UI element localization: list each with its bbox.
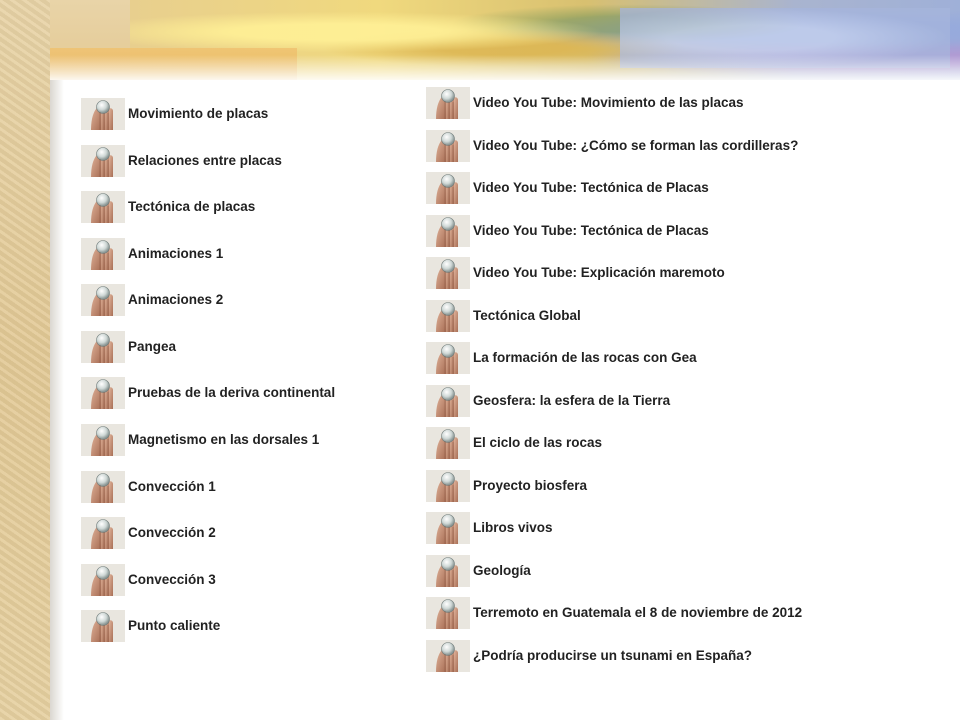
link-label: El ciclo de las rocas	[473, 435, 603, 450]
pearl-hand-icon	[426, 512, 470, 544]
link-label: La formación de las rocas con Gea	[473, 350, 697, 365]
header-banner	[0, 0, 960, 80]
pearl-hand-icon	[426, 385, 470, 417]
pearl-hand-icon	[81, 191, 125, 223]
pearl-hand-icon	[426, 427, 470, 459]
link-label: Convección 1	[128, 479, 216, 494]
pearl-hand-icon	[81, 377, 125, 409]
link-label: Video You Tube: Explicación maremoto	[473, 265, 725, 280]
banner-fade	[0, 55, 960, 83]
pearl-hand-icon	[426, 555, 470, 587]
link-label: Animaciones 1	[128, 246, 224, 261]
pearl-hand-icon	[81, 98, 125, 130]
link-label: Magnetismo en las dorsales 1	[128, 432, 320, 447]
pearl-hand-icon	[426, 640, 470, 672]
link-label: Video You Tube: Tectónica de Placas	[473, 223, 709, 238]
link-label: Animaciones 2	[128, 292, 224, 307]
pearl-hand-icon	[426, 470, 470, 502]
pearl-hand-icon	[81, 331, 125, 363]
pearl-hand-icon	[426, 300, 470, 332]
pearl-hand-icon	[81, 238, 125, 270]
pearl-hand-icon	[426, 87, 470, 119]
pearl-hand-icon	[426, 215, 470, 247]
link-label: ¿Podría producirse un tsunami en España?	[473, 648, 753, 663]
pearl-hand-icon	[426, 342, 470, 374]
link-label: Geología	[473, 563, 531, 578]
link-label: Video You Tube: Tectónica de Placas	[473, 180, 709, 195]
link-label: Pruebas de la deriva continental	[128, 385, 336, 400]
pearl-hand-icon	[426, 172, 470, 204]
left-strip-shadow	[50, 80, 64, 720]
pearl-hand-icon	[81, 424, 125, 456]
link-label: Pangea	[128, 339, 177, 354]
link-label: Tectónica Global	[473, 308, 581, 323]
link-label: Geosfera: la esfera de la Tierra	[473, 393, 671, 408]
link-label: Tectónica de placas	[128, 199, 256, 214]
link-label: Convección 3	[128, 572, 216, 587]
pearl-hand-icon	[81, 517, 125, 549]
link-label: Convección 2	[128, 525, 216, 540]
link-label: Proyecto biosfera	[473, 478, 588, 493]
link-label: Libros vivos	[473, 520, 553, 535]
pearl-hand-icon	[426, 597, 470, 629]
pearl-hand-icon	[81, 610, 125, 642]
link-label: Video You Tube: Movimiento de las placas	[473, 95, 744, 110]
pearl-hand-icon	[81, 564, 125, 596]
pearl-hand-icon	[81, 145, 125, 177]
pearl-hand-icon	[426, 130, 470, 162]
left-parchment-strip	[0, 0, 50, 720]
pearl-hand-icon	[81, 284, 125, 316]
link-label: Terremoto en Guatemala el 8 de noviembre de 2012	[473, 605, 803, 620]
pearl-hand-icon	[81, 471, 125, 503]
pearl-hand-icon	[426, 257, 470, 289]
link-label: Video You Tube: ¿Cómo se forman las cordilleras?	[473, 138, 799, 153]
link-label: Movimiento de placas	[128, 106, 269, 121]
link-label: Punto caliente	[128, 618, 221, 633]
link-label: Relaciones entre placas	[128, 153, 282, 168]
